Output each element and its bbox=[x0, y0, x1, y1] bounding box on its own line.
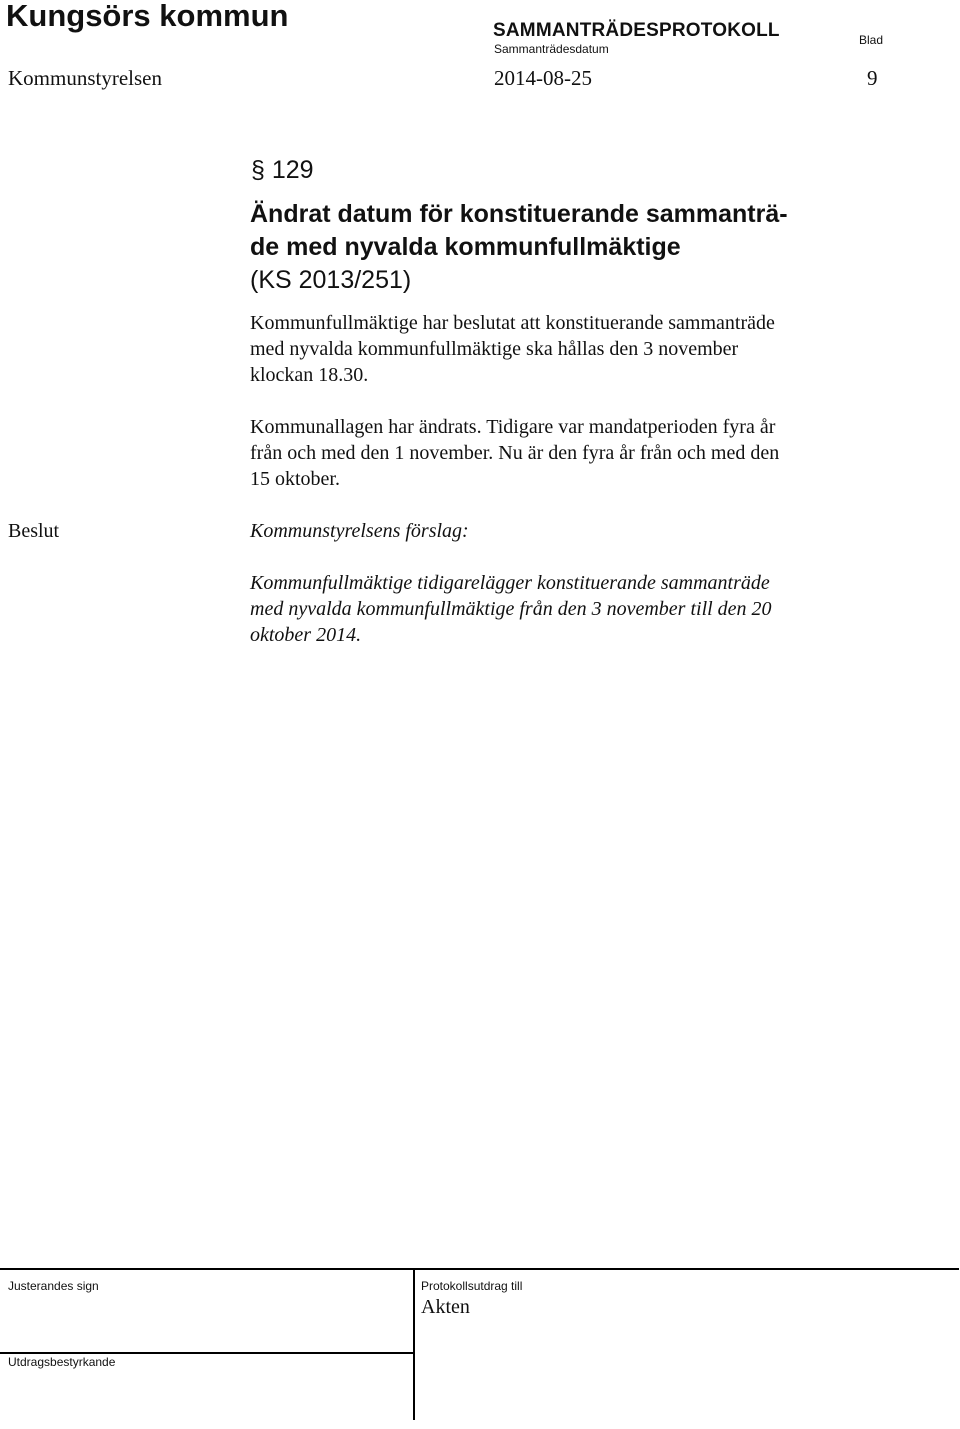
section-title-line: Ändrat datum för konstituerande sammanträ- bbox=[250, 200, 788, 228]
extract-recipient: Akten bbox=[421, 1296, 470, 1318]
proposal-text-line: med nyvalda kommunfullmäktige från den 3 november till den 20 bbox=[250, 598, 772, 620]
page-number: 9 bbox=[867, 66, 878, 90]
body-paragraph-line: med nyvalda kommunfullmäktige ska hållas den 3 november bbox=[250, 338, 739, 360]
document-type: SAMMANTRÄDESPROTOKOLL bbox=[493, 20, 780, 41]
body-paragraph-line: från och med den 1 november. Nu är den fyra år från och med den bbox=[250, 442, 780, 464]
proposal-text-line: oktober 2014. bbox=[250, 624, 362, 646]
body-paragraph-line: Kommunfullmäktige har beslutat att konstituerande sammanträde bbox=[250, 312, 775, 334]
footer-divider-vertical bbox=[413, 1270, 415, 1420]
proposal-heading: Kommunstyrelsens förslag: bbox=[250, 520, 469, 542]
municipality-name: Kungsörs kommun bbox=[6, 0, 289, 33]
proposal-text-line: Kommunfullmäktige tidigarelägger konstituerande sammanträde bbox=[250, 572, 770, 594]
section-number: § 129 bbox=[251, 156, 314, 184]
meeting-date: 2014-08-25 bbox=[494, 66, 592, 90]
meeting-date-label: Sammanträdesdatum bbox=[494, 42, 609, 56]
body-paragraph-line: klockan 18.30. bbox=[250, 364, 369, 386]
section-title-line: de med nyvalda kommunfullmäktige bbox=[250, 233, 681, 261]
signer-label: Justerandes sign bbox=[8, 1279, 99, 1293]
decision-label: Beslut bbox=[8, 520, 60, 542]
footer-divider-horizontal bbox=[0, 1352, 415, 1354]
certifier-label: Utdragsbestyrkande bbox=[8, 1355, 116, 1369]
board-name: Kommunstyrelsen bbox=[8, 66, 162, 90]
body-paragraph-line: Kommunallagen har ändrats. Tidigare var mandatperioden fyra år bbox=[250, 416, 776, 438]
extract-label: Protokollsutdrag till bbox=[421, 1279, 523, 1293]
page-label: Blad bbox=[859, 33, 884, 47]
case-reference: (KS 2013/251) bbox=[250, 266, 412, 294]
signature-box bbox=[0, 1268, 959, 1423]
body-paragraph-line: 15 oktober. bbox=[250, 468, 340, 490]
